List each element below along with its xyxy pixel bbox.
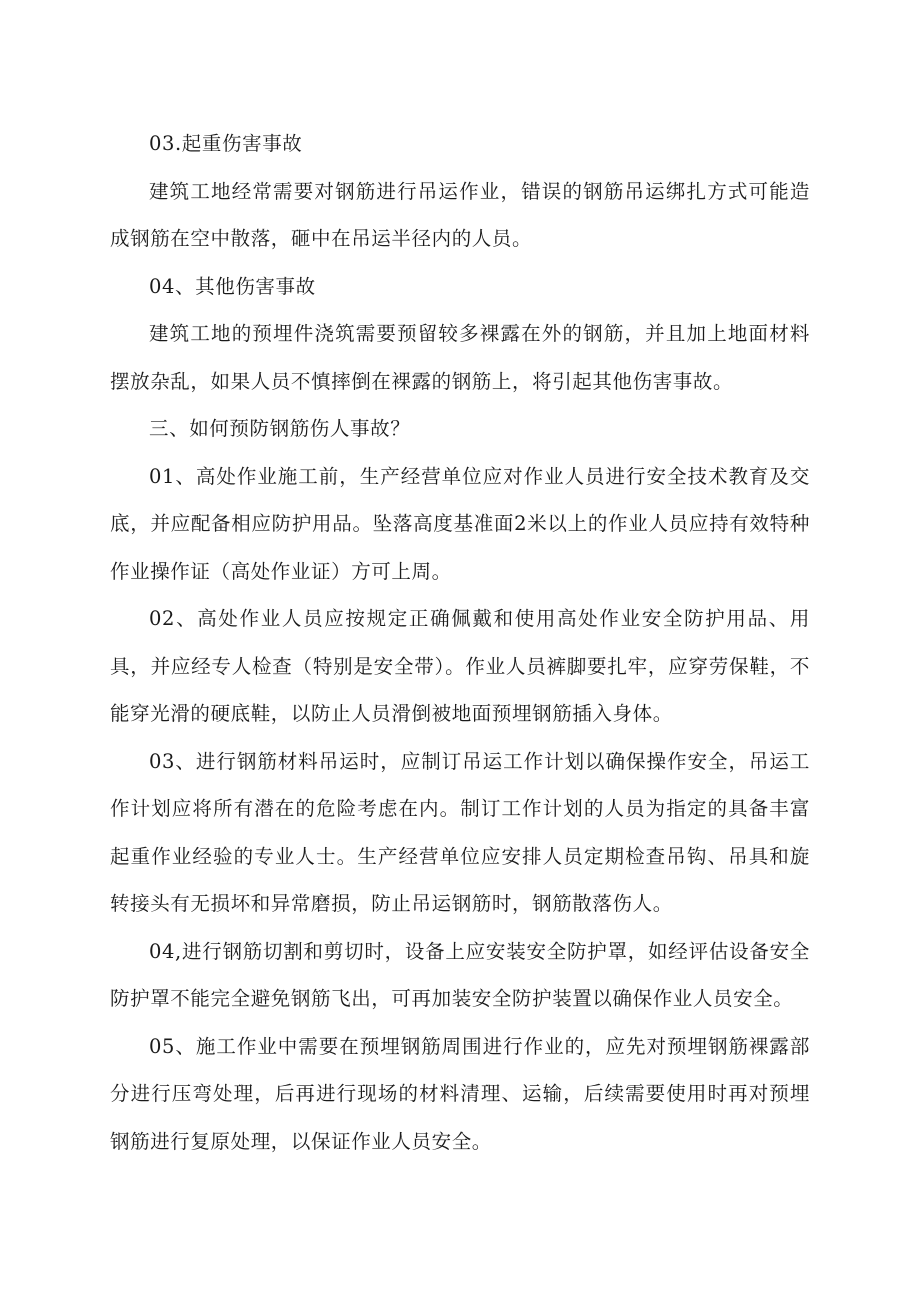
- prevention-item-03: 03、进行钢筋材料吊运时，应制订吊运工作计划以确保操作安全，吊运工作计划应将所有潜在的危险考虑在内。制订工作计划的人员为指定的具备丰富起重作业经验的专业人士。生产经营单位应安排人员定期检查吊钩、吊具和旋转接头有无损坏和异常磨损，防止吊运钢筋时，钢筋散落伤人。: [110, 749, 810, 915]
- heading-other-injury: 04、其他伤害事故: [149, 274, 316, 298]
- paragraph-lifting-injury: 建筑工地经常需要对钢筋进行吊运作业，错误的钢筋吊运绑扎方式可能造成钢筋在空中散落，砸中在吊运半径内的人员。: [110, 179, 810, 250]
- prevention-item-01: 01、高处作业施工前，生产经营单位应对作业人员进行安全技术教育及交底，并应配备相应防护用品。坠落高度基准面2米以上的作业人员应持有效特种作业操作证（高处作业证）方可上周。: [110, 464, 810, 583]
- prevention-item-02: 02、高处作业人员应按规定正确佩戴和使用高处作业安全防护用品、用具，并应经专人检查（特别是安全带）。作业人员裤脚要扎牢，应穿劳保鞋，不能穿光滑的硬底鞋，以防止人员滑倒被地面预埋钢筋插入身体。: [110, 607, 810, 725]
- document-body: [110, 120, 810, 1165]
- prevention-item-04: 04,进行钢筋切割和剪切时，设备上应安装安全防护罩，如经评估设备安全防护罩不能完全避免钢筋飞出，可再加装安全防护装置以确保作业人员安全。: [110, 939, 810, 1010]
- paragraph-other-injury: 建筑工地的预埋件浇筑需要预留较多裸露在外的钢筋，并且加上地面材料摆放杂乱，如果人员不慎摔倒在裸露的钢筋上，将引起其他伤害事故。: [110, 322, 810, 393]
- prevention-item-05: 05、施工作业中需要在预埋钢筋周围进行作业的，应先对预埋钢筋裸露部分进行压弯处理，后再进行现场的材料清理、运输，后续需要使用时再对预埋钢筋进行复原处理，以保证作业人员安全。: [110, 1034, 810, 1153]
- section-heading-prevention: 三、如何预防钢筋伤人事故？: [149, 417, 411, 440]
- heading-lifting-injury: 03.起重伤害事故: [149, 132, 303, 155]
